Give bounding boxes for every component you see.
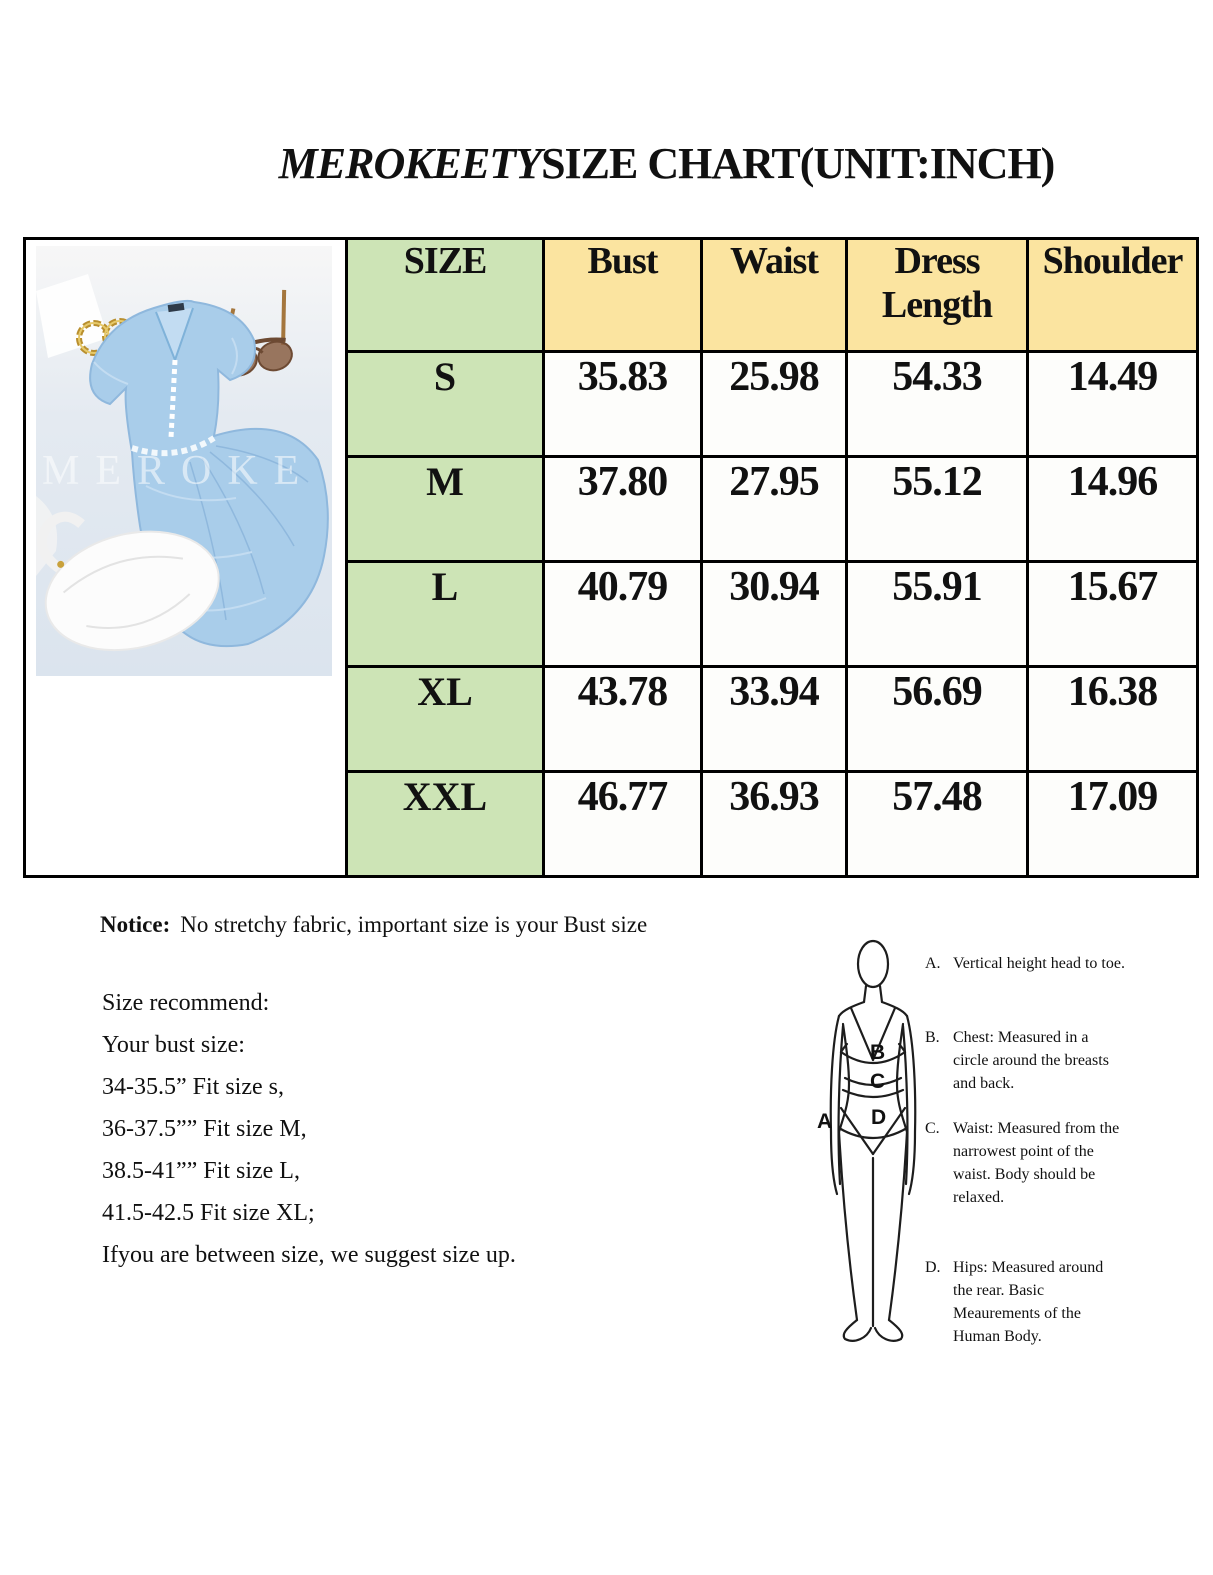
- page-title: [0, 138, 1213, 189]
- product-photo-cell: [25, 239, 347, 877]
- guide-item-d: [925, 1256, 1125, 1348]
- dress-length-value: 56.69: [847, 667, 1028, 772]
- dress-length-value: 55.12: [847, 457, 1028, 562]
- brand-name: MEROKEETY: [278, 139, 542, 188]
- header-row: [25, 239, 1198, 352]
- size-label: XL: [347, 667, 544, 772]
- bust-value: 37.80: [544, 457, 702, 562]
- photo-watermark: MEROKE: [42, 448, 316, 494]
- notice-text: No stretchy fabric, important size is your Bust size: [180, 912, 648, 937]
- product-photo: [36, 246, 332, 676]
- guide-label: B.: [925, 1029, 940, 1046]
- notice-label: Notice:: [100, 912, 171, 937]
- waist-value: 25.98: [702, 352, 847, 457]
- guide-label: C.: [925, 1120, 940, 1137]
- shoulder-value: 17.09: [1028, 772, 1198, 877]
- guide-text: Vertical height head to toe.: [953, 955, 1125, 972]
- recommend-line: Your bust size:: [102, 1032, 245, 1058]
- recommend-line: Ifyou are between size, we suggest size up.: [102, 1242, 516, 1268]
- size-recommend: [102, 982, 516, 1276]
- guide-label: A.: [925, 955, 941, 972]
- dress-length-value: 55.91: [847, 562, 1028, 667]
- bust-value: 43.78: [544, 667, 702, 772]
- recommend-line: 36-37.5”” Fit size M,: [102, 1116, 307, 1142]
- header-size: SIZE: [347, 239, 544, 352]
- header-waist: Waist: [702, 239, 847, 352]
- guide-text: Chest: Measured in a circle around the breasts and back.: [953, 1029, 1109, 1092]
- guide-item-a: [925, 952, 1125, 975]
- waist-value: 27.95: [702, 457, 847, 562]
- shoulder-value: 14.96: [1028, 457, 1198, 562]
- guide-text: Hips: Measured around the rear. Basic Meaurements of the Human Body.: [953, 1259, 1104, 1345]
- figure-label-d: D: [871, 1106, 887, 1129]
- shoulder-value: 16.38: [1028, 667, 1198, 772]
- recommend-line: 41.5-42.5 Fit size XL;: [102, 1200, 315, 1226]
- body-measure-diagram: [795, 932, 930, 1352]
- guide-item-c: [925, 1117, 1125, 1209]
- header-shoulder: Shoulder: [1028, 239, 1198, 352]
- dress-length-value: 57.48: [847, 772, 1028, 877]
- size-label: L: [347, 562, 544, 667]
- header-dress-length: Dress Length: [847, 239, 1028, 352]
- figure-label-b: B: [870, 1041, 886, 1064]
- size-chart-table: [23, 237, 1199, 878]
- guide-item-b: [925, 1026, 1125, 1095]
- recommend-line: 34-35.5” Fit size s,: [102, 1074, 284, 1100]
- waist-value: 30.94: [702, 562, 847, 667]
- bust-value: 40.79: [544, 562, 702, 667]
- waist-value: 36.93: [702, 772, 847, 877]
- dress-length-value: 54.33: [847, 352, 1028, 457]
- body-figure: [795, 932, 930, 1352]
- shoulder-value: 14.49: [1028, 352, 1198, 457]
- recommend-line: 38.5-41”” Fit size L,: [102, 1158, 300, 1184]
- header-bust: Bust: [544, 239, 702, 352]
- guide-label: D.: [925, 1259, 941, 1276]
- recommend-line: Size recommend:: [102, 990, 270, 1016]
- dress-photo-illustration: [36, 246, 332, 676]
- bust-value: 35.83: [544, 352, 702, 457]
- size-label: XXL: [347, 772, 544, 877]
- figure-label-a: A: [817, 1110, 833, 1133]
- waist-value: 33.94: [702, 667, 847, 772]
- shoulder-value: 15.67: [1028, 562, 1198, 667]
- size-label: S: [347, 352, 544, 457]
- bust-value: 46.77: [544, 772, 702, 877]
- size-label: M: [347, 457, 544, 562]
- figure-label-c: C: [870, 1070, 886, 1093]
- guide-text: Waist: Measured from the narrowest point of the waist. Body should be relaxed.: [953, 1120, 1120, 1206]
- notice: [100, 912, 647, 938]
- title-suffix: SIZE CHART(UNIT:INCH): [541, 139, 1055, 188]
